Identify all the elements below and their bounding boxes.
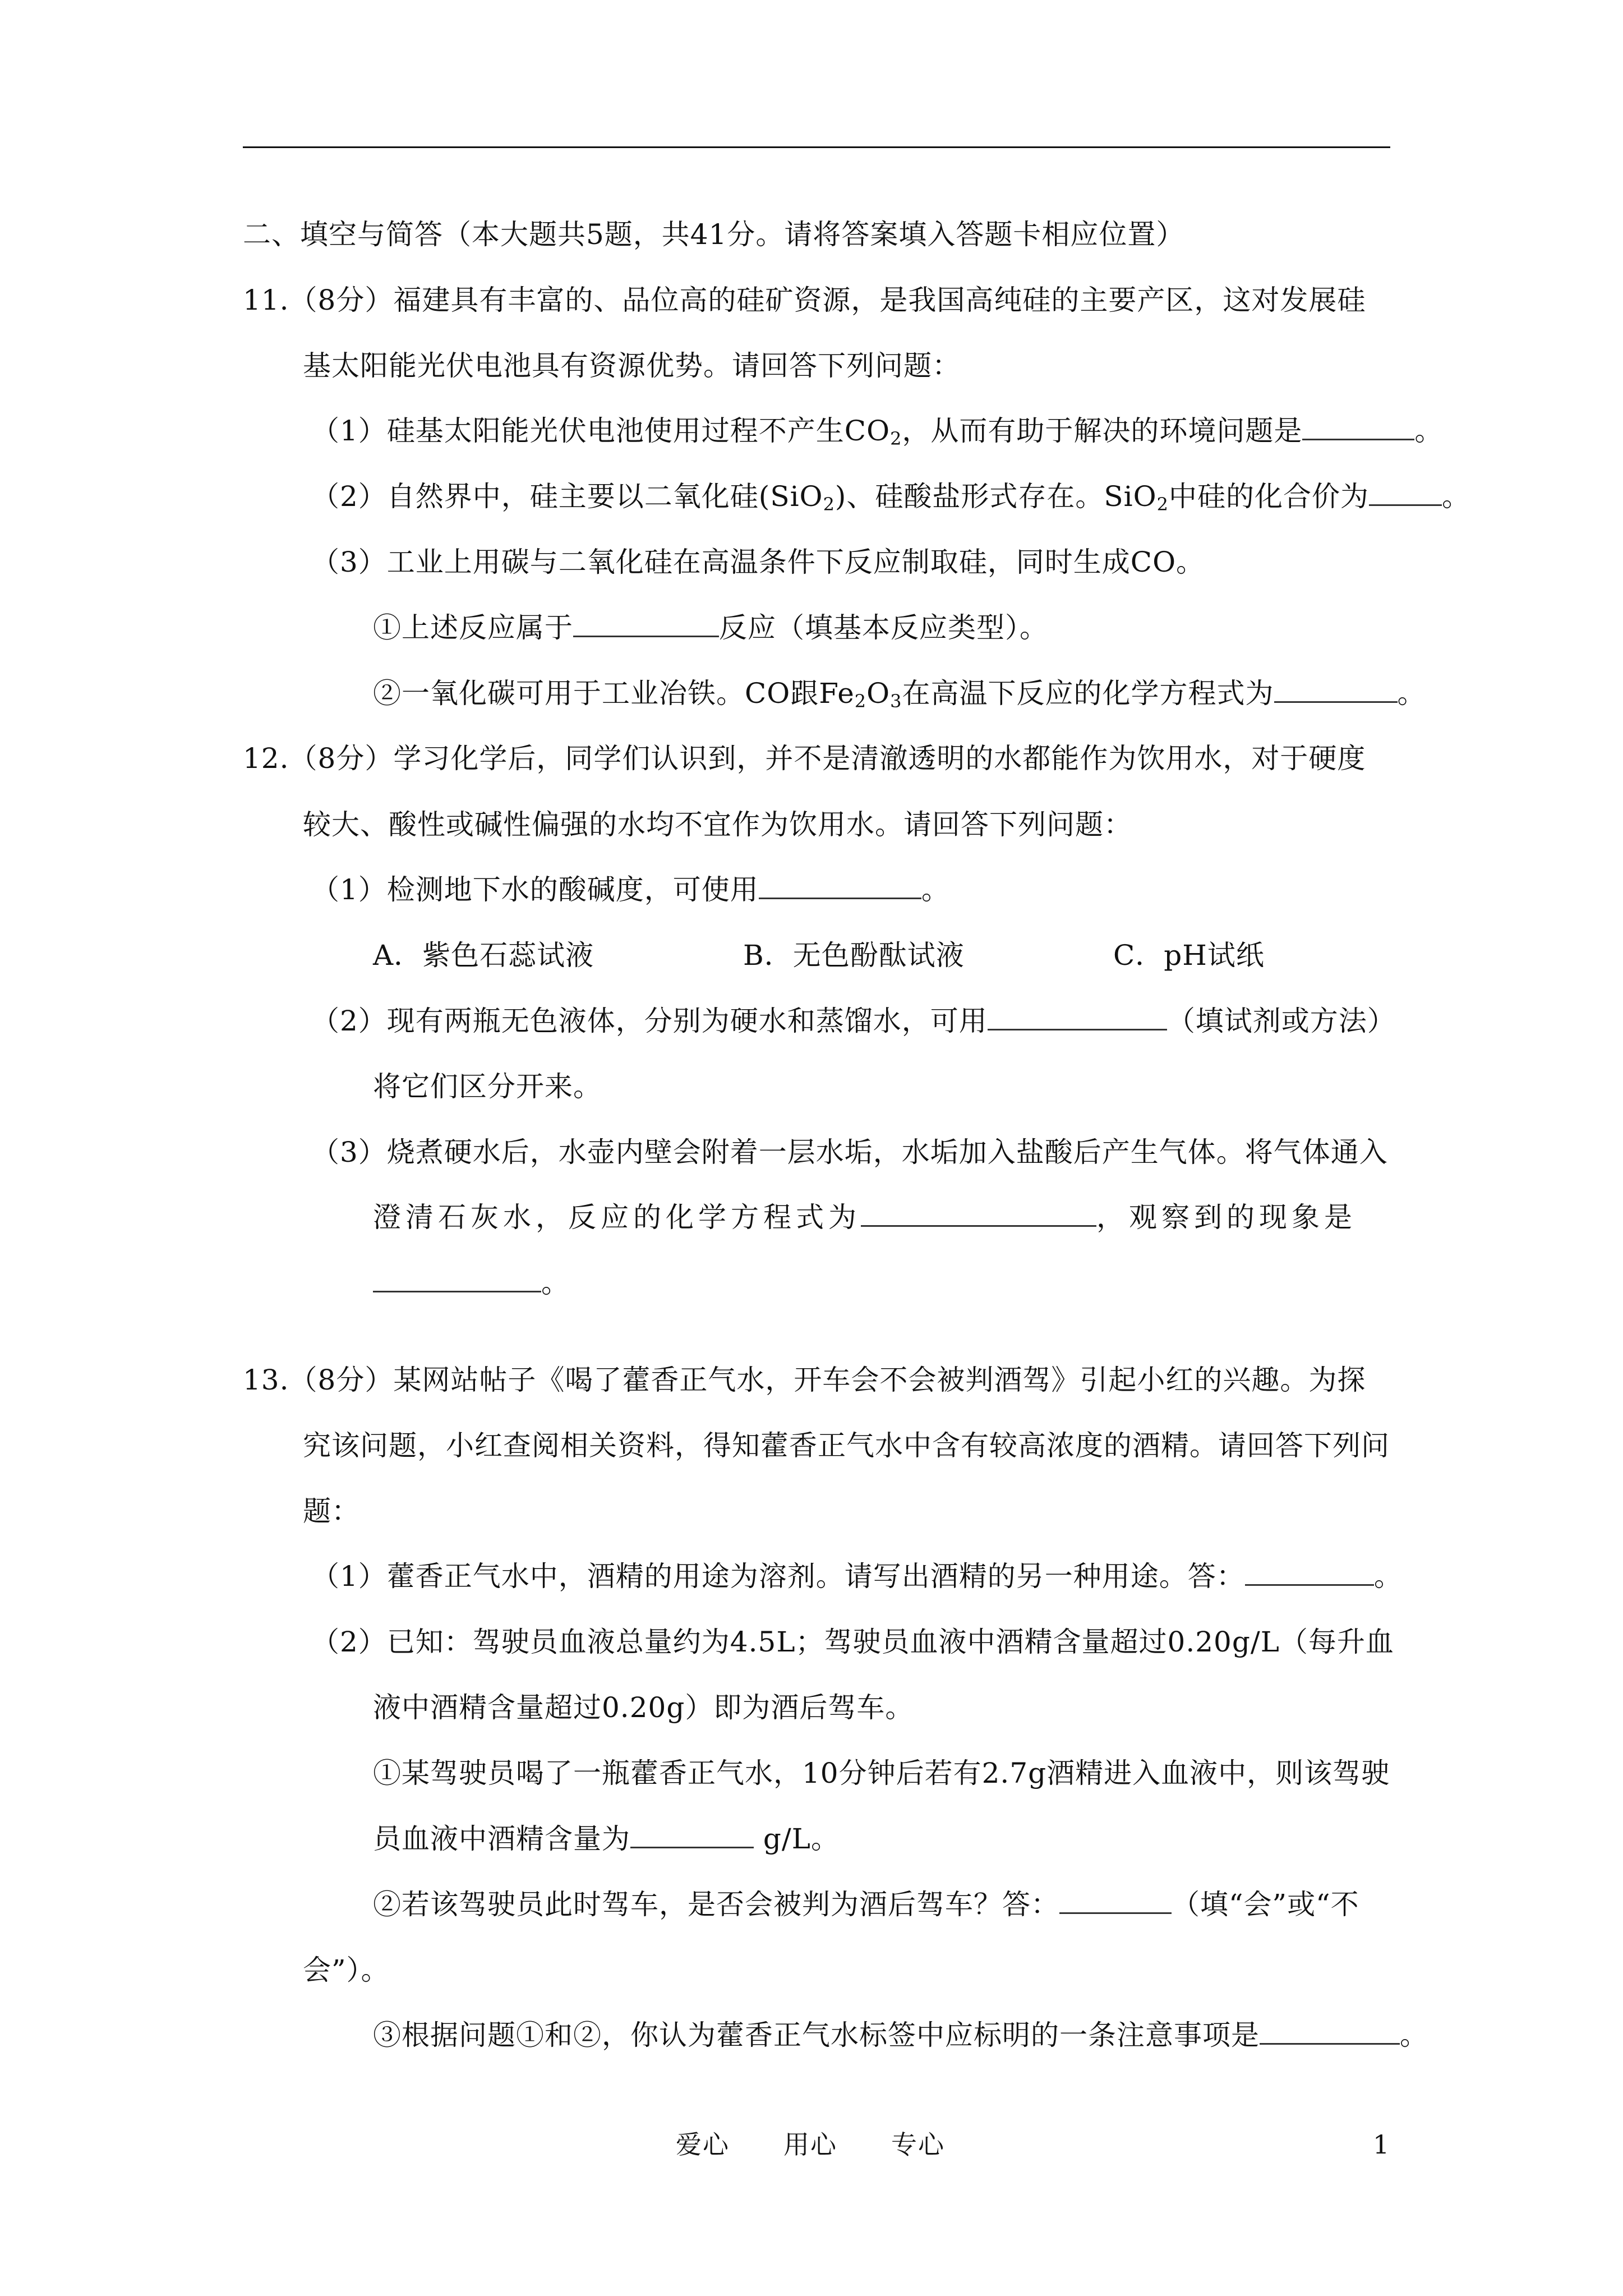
footer-motto: 爱心 用心 专心	[676, 2129, 945, 2160]
q11-intro-line-1: 11.（8分）福建具有丰富的、品位高的硅矿资源，是我国高纯硅的主要产区，这对发展硅	[243, 284, 1366, 316]
answer-blank[interactable]	[861, 1204, 1096, 1227]
q13-intro-line-2: 究该问题，小红查阅相关资料，得知藿香正气水中含有较高浓度的酒精。请回答下列问	[303, 1429, 1390, 1462]
answer-blank[interactable]	[1369, 483, 1442, 506]
q11-part-3-sub-1: ①上述反应属于 反应（填基本反应类型）。	[373, 611, 1048, 644]
section-heading: 二、填空与简答（本大题共5题，共41分。请将答案填入答题卡相应位置）	[243, 218, 1185, 251]
answer-blank[interactable]	[573, 614, 719, 637]
answer-blank[interactable]	[1260, 2022, 1400, 2045]
q13-intro-line-3: 题：	[303, 1495, 360, 1527]
question-number: 11.	[243, 284, 289, 316]
q11-part-1: （1）硅基太阳能光伏电池使用过程不产生$CO_2$，从而有助于解决的环境问题是 。	[311, 415, 1444, 449]
question-number: 13.	[243, 1364, 289, 1396]
q11-part-3-sub-2: ②一氧化碳可用于工业冶铁。CO跟$Fe_2O_3$在高温下反应的化学方程式为 。	[373, 677, 1426, 712]
q12-part-2-cont: 将它们区分开来。	[373, 1070, 602, 1103]
answer-blank[interactable]	[1059, 1891, 1172, 1914]
q12-part-3: （3）烧煮硬水后，水壶内壁会附着一层水垢，水垢加入盐酸后产生气体。将气体通入	[311, 1136, 1388, 1168]
q13-part-2-sub-3: ③根据问题①和②，你认为藿香正气水标签中应标明的一条注意事项是 。	[373, 2019, 1428, 2051]
q12-part-3-end: 。	[373, 1266, 570, 1300]
q12-part-3-cont: 澄清石灰水，反应的化学方程式为 ，观察到的现象是	[373, 1201, 1357, 1234]
answer-blank[interactable]	[630, 1825, 754, 1848]
answer-blank[interactable]	[759, 876, 921, 899]
option-c[interactable]: C．pH试纸	[1113, 939, 1265, 972]
q11-intro-line-2: 基太阳能光伏电池具有资源优势。请回答下列问题：	[303, 349, 961, 382]
q13-part-1: （1）藿香正气水中，酒精的用途为溶剂。请写出酒精的另一种用途。答： 。	[311, 1560, 1403, 1593]
question-number: 12.	[243, 742, 289, 775]
q13-part-2-sub-2-cont: 会”）。	[303, 1954, 390, 1986]
q13-part-2-sub-1: ①某驾驶员喝了一瓶藿香正气水，10分钟后若有2.7g酒精进入血液中，则该驾驶	[373, 1757, 1390, 1789]
q13-part-2-cont: 液中酒精含量超过0.20g）即为酒后驾车。	[373, 1691, 914, 1724]
page-number: 1	[1373, 2129, 1391, 2160]
option-a[interactable]: A．紫色石蕊试液	[373, 939, 594, 972]
q12-intro-line-2: 较大、酸性或碱性偏强的水均不宜作为饮用水。请回答下列问题：	[303, 808, 1132, 841]
q13-part-2-sub-1-cont: 员血液中酒精含量为 g/L。	[373, 1823, 840, 1855]
answer-blank[interactable]	[373, 1269, 541, 1292]
q13-part-2: （2）已知：驾驶员血液总量约为4.5L；驾驶员血液中酒精含量超过0.20g/L（每升血	[311, 1626, 1394, 1658]
q13-intro-line-1: 13.（8分）某网站帖子《喝了藿香正气水，开车会不会被判酒驾》引起小红的兴趣。为探	[243, 1364, 1366, 1396]
q12-intro-line-1: 12.（8分）学习化学后，同学们认识到，并不是清澈透明的水都能作为饮用水，对于硬度	[243, 742, 1366, 775]
q12-part-2: （2）现有两瓶无色液体，分别为硬水和蒸馏水，可用 （填试剂或方法）	[311, 1005, 1396, 1037]
answer-blank[interactable]	[1245, 1563, 1374, 1586]
answer-blank[interactable]	[1274, 680, 1398, 703]
option-b[interactable]: B．无色酚酞试液	[743, 939, 965, 972]
q11-part-2: （2）自然界中，硅主要以二氧化硅(SiO$_2$)、硅酸盐形式存在。SiO$_2$中硅的化合价为 。	[311, 480, 1471, 515]
answer-blank[interactable]	[1302, 417, 1414, 440]
q13-part-2-sub-2: ②若该驾驶员此时驾车，是否会被判为酒后驾车？答： （填“会”或“不	[373, 1888, 1359, 1921]
header-rule	[243, 146, 1390, 148]
answer-blank[interactable]	[988, 1007, 1167, 1030]
q11-part-3: （3）工业上用碳与二氧化硅在高温条件下反应制取硅，同时生成CO。	[311, 546, 1205, 578]
q12-part-1: （1）检测地下水的酸碱度，可使用 。	[311, 873, 950, 906]
